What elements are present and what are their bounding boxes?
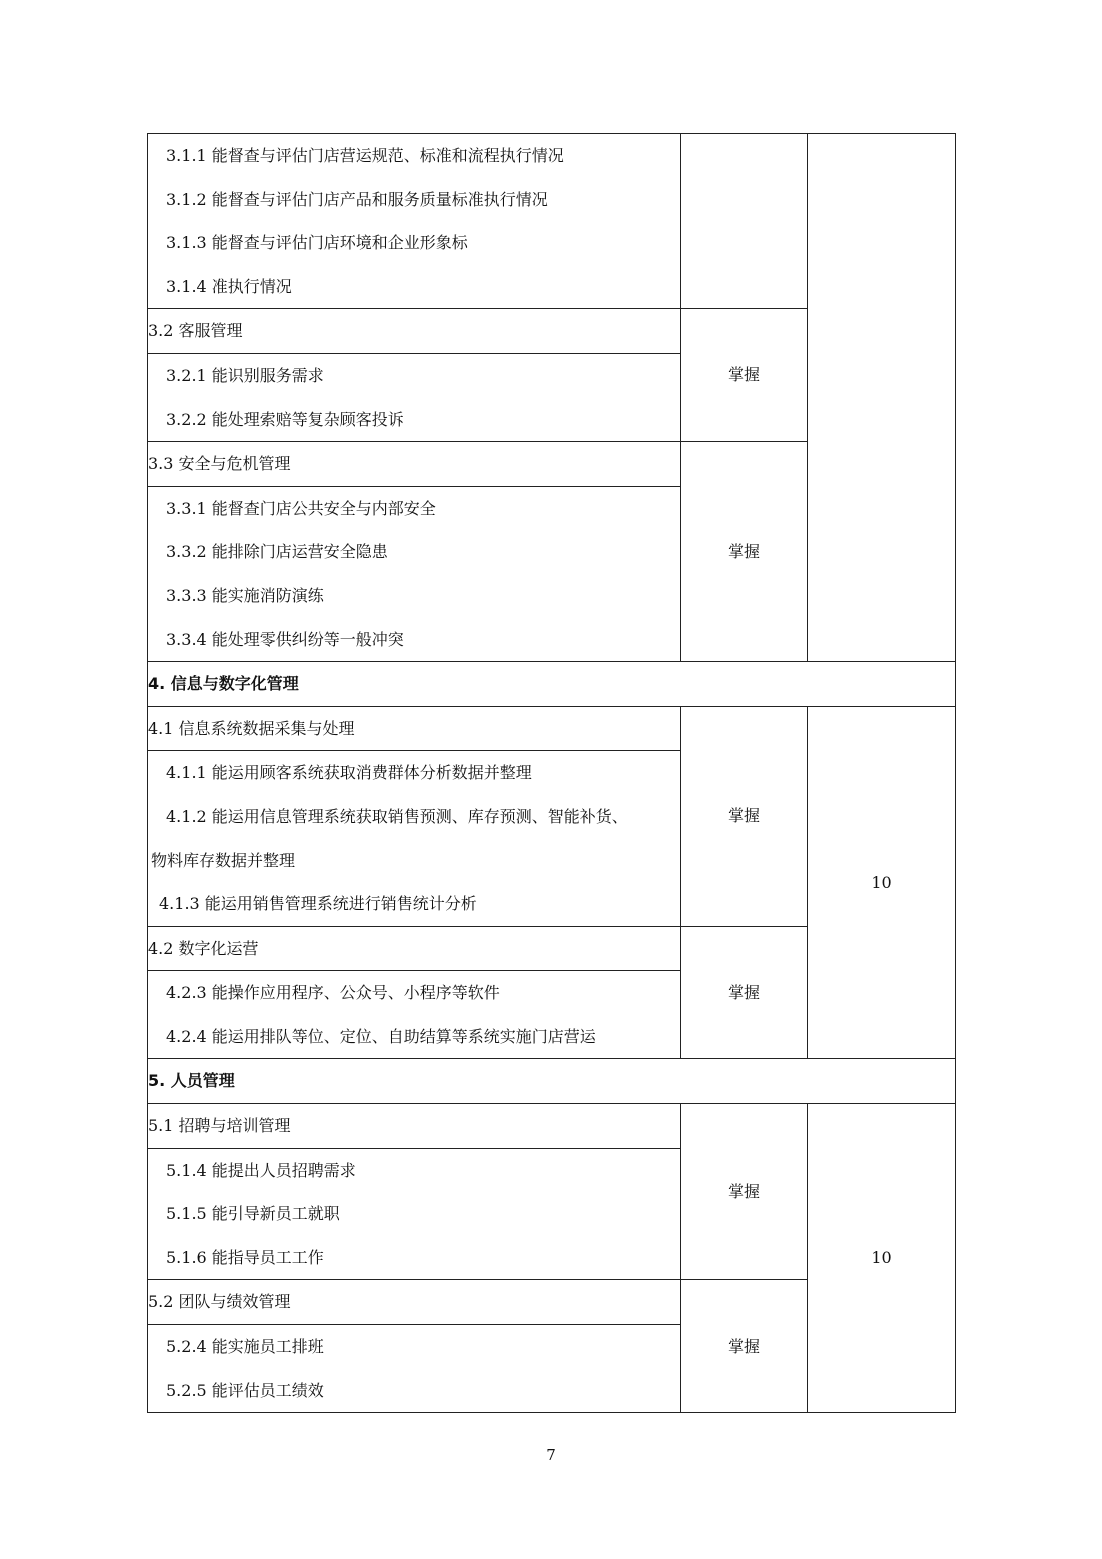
score-cell [808,134,956,662]
score-cell: 10 [808,1104,956,1413]
subsection-title: 3.3 安全与危机管理 [148,442,681,487]
list-item: 3.3.3 能实施消防演练 [166,585,324,605]
table-row [148,1104,956,1149]
list-item: 4.1.2 能运用信息管理系统获取销售预测、库存预测、智能补货、 [166,806,628,826]
list-item: 5.1.6 能指导员工工作 [166,1247,324,1267]
list-item: 4.2.3 能操作应用程序、公众号、小程序等软件 [166,983,500,1003]
item-list [148,134,681,309]
list-item: 3.2.2 能处理索赔等复杂顾客投诉 [166,409,404,429]
list-item: 3.1.4 准执行情况 [166,276,292,296]
item-list [148,1148,681,1280]
list-item: 5.2.4 能实施员工排班 [166,1337,324,1357]
competency-table [147,133,956,1413]
table-row [148,1059,956,1104]
list-item: 3.1.3 能督查与评估门店环境和企业形象标 [166,233,468,253]
list-item: 3.1.1 能督查与评估门店营运规范、标准和流程执行情况 [166,146,564,165]
subsection-title: 5.2 团队与绩效管理 [148,1280,681,1325]
subsection-title: 4.2 数字化运营 [148,926,681,971]
subsection-title: 3.2 客服管理 [148,309,681,354]
list-item: 5.1.5 能引导新员工就职 [166,1204,340,1224]
list-item: 4.1.1 能运用顾客系统获取消费群体分析数据并整理 [166,763,532,783]
table-row [148,662,956,707]
list-item: 5.1.4 能提出人员招聘需求 [166,1160,356,1180]
item-list [148,486,681,661]
list-item: 物料库存数据并整理 [151,850,296,870]
level-cell: 掌握 [681,442,808,662]
level-cell [681,134,808,309]
table-row [148,134,956,309]
list-item: 5.2.5 能评估员工绩效 [166,1380,324,1400]
level-cell: 掌握 [681,926,808,1059]
level-cell: 掌握 [681,706,808,926]
section-title: 5. 人员管理 [148,1059,956,1104]
list-item: 3.3.1 能督查门店公共安全与内部安全 [166,498,436,518]
subsection-title: 5.1 招聘与培训管理 [148,1104,681,1149]
item-list [148,353,681,441]
table-row [148,706,956,751]
list-item: 3.3.4 能处理零供纠纷等一般冲突 [166,629,404,649]
subsection-title: 4.1 信息系统数据采集与处理 [148,706,681,751]
score-cell: 10 [808,706,956,1059]
item-list [148,971,681,1059]
item-list [148,751,681,926]
page-number: 7 [546,1446,556,1464]
list-item: 3.2.1 能识别服务需求 [166,365,324,385]
section-title: 4. 信息与数字化管理 [148,662,956,707]
list-item: 3.3.2 能排除门店运营安全隐患 [166,542,388,562]
level-cell: 掌握 [681,1280,808,1413]
level-cell: 掌握 [681,1104,808,1280]
list-item: 4.1.3 能运用销售管理系统进行销售统计分析 [159,894,477,914]
list-item: 4.2.4 能运用排队等位、定位、自助结算等系统实施门店营运 [166,1026,596,1046]
item-list [148,1325,681,1413]
list-item: 3.1.2 能督查与评估门店产品和服务质量标准执行情况 [166,189,548,209]
level-cell: 掌握 [681,309,808,442]
